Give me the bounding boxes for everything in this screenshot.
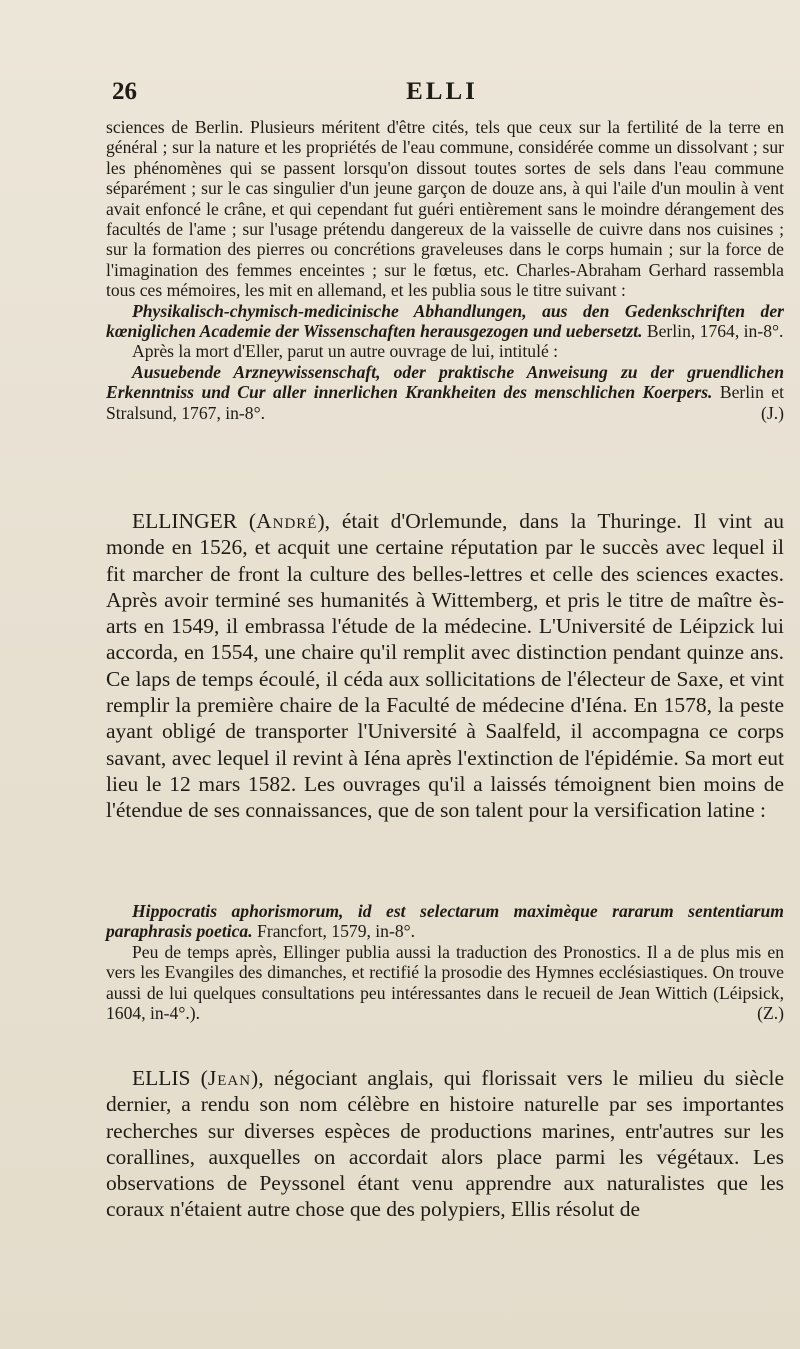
entry-ellinger: [106, 508, 784, 824]
body-text: [106, 942, 784, 1024]
continued-entry: [106, 117, 784, 423]
running-title: ELLI: [406, 78, 478, 105]
entry-forename: Jean: [207, 1066, 252, 1090]
entry-forename: André: [256, 509, 318, 533]
bibliography-entry: [106, 301, 784, 342]
book-title: Ausuebende Arzneywissenschaft, oder praktische Anweisung zu der gruendlichen Erkenntniss und Cur aller innerlichen Krankheiten des menschlichen Koerpers.: [106, 361, 784, 403]
entry-text: , négociant anglais, qui florissait vers le milieu du siècle dernier, a rendu son nom célèbre en histoire naturelle par ses importantes recherches sur diverses espèces de productions marines, entr'autres sur les corallines, auxquelles on accordait alors place parmi les végétaux. Les observations de Peyssonel étant venu apprendre aux naturalistes que les coraux n'étaient autre chose que des polypiers, Ellis résolut de: [106, 1066, 784, 1222]
bibliography-entry: [106, 901, 784, 942]
book-imprint: Berlin, 1764, in-8°.: [646, 321, 784, 342]
entry-paragraph: ELLINGER (André), était d'Orlemunde, dans la Thuringe. Il vint au monde en 1526, et acquit une certaine réputation par le succès avec lequel il fit marcher de front la culture des belles-lettres et celle des sciences exactes. Après avoir terminé ses humanités à Wittemberg, et pris le titre de maître ès-arts en 1549, il embrassa l'étude de la médecine. L'Université de Léipzick lui accorda, en 1554, une chaire qu'il remplit avec distinction pendant quinze ans. Ce laps de temps écoulé, il céda aux sollicitations de l'électeur de Saxe, et vint remplir la première chaire de la Faculté de médecine d'Iéna. En 1578, la peste ayant obligé de transporter l'Université à Saalfeld, il accompagna ce corps savant, avec lequel il revint à Iéna après l'extinction de l'épidémie. Sa mort eut lieu le 12 mars 1582. Les ouvrages qu'il a laissés témoignent bien moins de l'étendue de ses connaissances, que de son talent pour la versification latine :: [106, 509, 784, 823]
entry-headword: ELLINGER: [132, 509, 238, 533]
body-text: sciences de Berlin. Plusieurs méritent d'être cités, tels que ceux sur la fertilité de la terre en général ; sur la nature et les propriétés de l'eau commune, considérée comme un dissolvant ; sur les phénomènes qui se passent lorsqu'on dissout toutes sortes de sels dans l'eau commune séparément ; sur le cas singulier d'un jeune garçon de douze ans, à qui l'aile d'un moulin à vent avait enfoncé le crâne, et qui cependant fut guéri entièrement sans le moindre dérangement des facultés de l'ame ; sur l'usage prétendu dangereux de la vaisselle de cuivre dans nos cuisines ; sur la formation des pierres ou concrétions graveleuses dans le corps humain ; sur la force de l'imagination des femmes enceintes ; sur le fœtus, etc. Charles-Abraham Gerhard rassembla tous ces mémoires, les mit en allemand, et les publia sous le titre suivant :: [106, 117, 784, 301]
entry-ellis: [106, 1065, 784, 1223]
book-imprint: Berlin et Stralsund, 1767, in-8°.: [106, 382, 784, 423]
bibliography-entry: [106, 362, 784, 423]
entry-text: , était d'Orlemunde, dans la Thuringe. Il vint au monde en 1526, et acquit une certaine réputation par le succès avec lequel il fit marcher de front la culture des belles-lettres et celle des sciences exactes. Après avoir terminé ses humanités à Wittemberg, et pris le titre de maître ès-arts en 1549, il embrassa l'étude de la médecine. L'Université de Léipzick lui accorda, en 1554, une chaire qu'il remplit avec distinction pendant quinze ans. Ce laps de temps écoulé, il céda aux sollicitations de l'électeur de Saxe, et vint remplir la première chaire de la Faculté de médecine d'Iéna. En 1578, la peste ayant obligé de transporter l'Université à Saalfeld, il accompagna ce corps savant, avec lequel il revint à Iéna après l'extinction de l'épidémie. Sa mort eut lieu le 12 mars 1582. Les ouvrages qu'il a laissés témoignent bien moins de l'étendue de ses connaissances, que de son talent pour la versification latine :: [106, 509, 784, 823]
author-signature: (J.): [761, 402, 784, 423]
page-number: 26: [112, 78, 137, 105]
book-imprint: Francfort, 1579, in-8°.: [257, 921, 416, 942]
ellinger-notes: [106, 901, 784, 1023]
author-signature: (Z.): [757, 1003, 784, 1024]
book-title: Physikalisch-chymisch-medicinische Abhandlungen, aus den Gedenkschriften der kœniglichen Academie der Wissenschaften herausgezogen und uebersetzt.: [106, 300, 784, 342]
entry-headword: ELLIS: [132, 1066, 191, 1090]
book-title: Hippocratis aphorismorum, id est selectarum maximèque rararum sententiarum paraphrasis poetica.: [106, 901, 784, 942]
entry-paragraph: ELLIS (Jean), négociant anglais, qui florissait vers le milieu du siècle dernier, a rendu son nom célèbre en histoire naturelle par ses importantes recherches sur diverses espèces de productions marines, entr'autres sur les corallines, auxquelles on accordait alors place parmi les végétaux. Les observations de Peyssonel étant venu apprendre aux naturalistes que les coraux n'étaient autre chose que des polypiers, Ellis résolut de: [106, 1066, 784, 1222]
body-text: Après la mort d'Eller, parut un autre ouvrage de lui, intitulé :: [132, 341, 559, 362]
note-text: Peu de temps après, Ellinger publia aussi la traduction des Pronostics. Il a de plus mis en vers les Evangiles des dimanches, et rectifié la prosodie des Hymnes ecclésiastiques. On trouve aussi de lui quelques consultations peu intéressantes dans le recueil de Jean Wittich (Léipsick, 1604, in-4°.).: [106, 941, 784, 1024]
page-header: [106, 78, 778, 114]
